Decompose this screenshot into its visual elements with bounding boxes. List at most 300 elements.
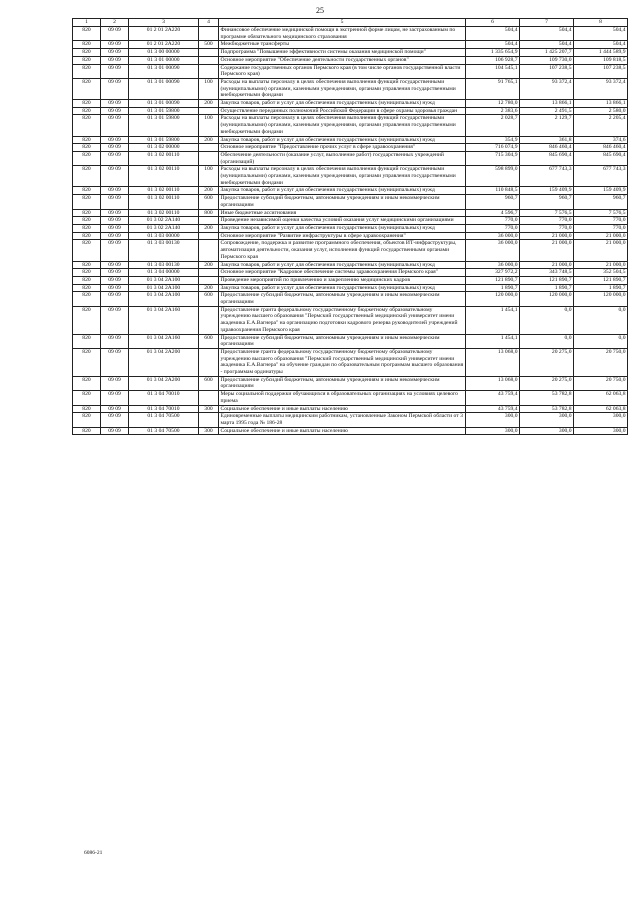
target-article-cell: 01 3 04 00000 bbox=[129, 269, 199, 277]
year3-amount-cell: 13 866,1 bbox=[574, 100, 628, 108]
table-row bbox=[73, 151, 628, 165]
table-row bbox=[73, 166, 628, 187]
year1-amount-cell: 300,0 bbox=[466, 427, 520, 435]
description-cell: Расходы на выплаты персоналу в целях обеспечения выполнения функций государственными (муниципальными) органами, казенными учреждениями, органами управления государственными внебюджетными фондами bbox=[219, 115, 466, 136]
year1-amount-cell: 110 848,5 bbox=[466, 187, 520, 195]
table-row bbox=[73, 284, 628, 292]
description-cell: Расходы на выплаты персоналу в целях обеспечения выполнения функций государственными (муниципальными) органами, казенными учреждениями, органами управления государственными внебюджетными фондами bbox=[219, 166, 466, 187]
table-row bbox=[73, 334, 628, 348]
expense-type-cell bbox=[199, 413, 219, 427]
target-article-cell: 01 3 02 00110 bbox=[129, 209, 199, 217]
year1-amount-cell: 598 899,0 bbox=[466, 166, 520, 187]
admin-code-cell: 820 bbox=[73, 56, 101, 64]
budget-table bbox=[72, 18, 628, 435]
year1-amount-cell: 104 545,1 bbox=[466, 64, 520, 78]
description-cell: Иные бюджетные ассигнования bbox=[219, 209, 466, 217]
year2-amount-cell: 845 690,4 bbox=[520, 151, 574, 165]
year2-amount-cell: 121 890,7 bbox=[520, 276, 574, 284]
year3-amount-cell: 300,0 bbox=[574, 427, 628, 435]
description-cell: Социальное обеспечение и иные выплаты населению bbox=[219, 427, 466, 435]
target-article-cell: 01 3 01 00090 bbox=[129, 100, 199, 108]
year2-amount-cell: 677 743,3 bbox=[520, 166, 574, 187]
year3-amount-cell: 352 504,5 bbox=[574, 269, 628, 277]
year3-amount-cell: 2 205,4 bbox=[574, 115, 628, 136]
year3-amount-cell: 109 818,5 bbox=[574, 56, 628, 64]
year2-amount-cell: 109 730,0 bbox=[520, 56, 574, 64]
description-cell: Закупка товаров, работ и услуг для обеспечения государственных (муниципальных) нужд bbox=[219, 136, 466, 144]
target-article-cell: 01 3 01 00000 bbox=[129, 56, 199, 64]
year2-amount-cell: 53 782,8 bbox=[520, 405, 574, 413]
description-cell: Обеспечение деятельности (оказание услуг, выполнение работ) государственных учреждений (организаций) bbox=[219, 151, 466, 165]
year1-amount-cell: 36 000,0 bbox=[466, 232, 520, 240]
table-row bbox=[73, 269, 628, 277]
section-cell: 09 09 bbox=[101, 348, 129, 376]
year3-amount-cell: 1 444 589,9 bbox=[574, 49, 628, 57]
section-cell: 09 09 bbox=[101, 27, 129, 41]
year3-amount-cell: 374,6 bbox=[574, 136, 628, 144]
target-article-cell: 01 3 02 2А140 bbox=[129, 217, 199, 225]
target-article-cell: 01 3 01 59800 bbox=[129, 115, 199, 136]
admin-code-cell: 820 bbox=[73, 78, 101, 99]
section-cell: 09 09 bbox=[101, 261, 129, 269]
year3-amount-cell: 845 690,4 bbox=[574, 151, 628, 165]
admin-code-cell: 820 bbox=[73, 232, 101, 240]
year2-amount-cell: 7 576,5 bbox=[520, 209, 574, 217]
description-cell: Предоставление субсидий бюджетным, автономным учреждениям и иным некоммерческим организациям bbox=[219, 292, 466, 306]
admin-code-cell: 820 bbox=[73, 240, 101, 261]
year1-amount-cell: 2 383,6 bbox=[466, 107, 520, 115]
year1-amount-cell: 504,4 bbox=[466, 27, 520, 41]
section-cell: 09 09 bbox=[101, 107, 129, 115]
year1-amount-cell: 106 928,7 bbox=[466, 56, 520, 64]
target-article-cell: 01 3 04 70010 bbox=[129, 405, 199, 413]
target-article-cell: 01 3 01 00090 bbox=[129, 64, 199, 78]
year2-amount-cell: 0,0 bbox=[520, 306, 574, 334]
admin-code-cell: 820 bbox=[73, 269, 101, 277]
admin-code-cell: 820 bbox=[73, 376, 101, 390]
year1-amount-cell: 121 890,7 bbox=[466, 276, 520, 284]
column-header: 1 bbox=[73, 19, 101, 27]
description-cell: Содержание государственных органов Пермского края (в том числе органов государственной власти Пермского края) bbox=[219, 64, 466, 78]
expense-type-cell: 600 bbox=[199, 376, 219, 390]
year1-amount-cell: 770,0 bbox=[466, 217, 520, 225]
year3-amount-cell: 300,0 bbox=[574, 413, 628, 427]
expense-type-cell: 200 bbox=[199, 187, 219, 195]
description-cell: Сопровождение, поддержка и развитие программного обеспечения, объектов ИТ-инфраструктуры, автоматизация деятельности, оказания услуг, исполнения функций государственными органами Пермского края bbox=[219, 240, 466, 261]
section-cell: 09 09 bbox=[101, 405, 129, 413]
target-article-cell: 01 3 04 2А160 bbox=[129, 334, 199, 348]
year3-amount-cell: 770,0 bbox=[574, 217, 628, 225]
expense-type-cell bbox=[199, 151, 219, 165]
table-row bbox=[73, 187, 628, 195]
admin-code-cell: 820 bbox=[73, 405, 101, 413]
expense-type-cell: 100 bbox=[199, 78, 219, 99]
description-cell: Подпрограмма "Повышение эффективности системы оказания медицинской помощи" bbox=[219, 49, 466, 57]
column-header: 4 bbox=[199, 19, 219, 27]
target-article-cell: 01 3 02 00000 bbox=[129, 144, 199, 152]
year3-amount-cell: 504,4 bbox=[574, 41, 628, 49]
year3-amount-cell: 20 750,0 bbox=[574, 348, 628, 376]
year1-amount-cell: 13 068,0 bbox=[466, 348, 520, 376]
table-row bbox=[73, 27, 628, 41]
admin-code-cell: 820 bbox=[73, 115, 101, 136]
column-header: 6 bbox=[466, 19, 520, 27]
admin-code-cell: 820 bbox=[73, 292, 101, 306]
target-article-cell: 01 3 04 2А200 bbox=[129, 376, 199, 390]
target-article-cell: 01 3 01 00090 bbox=[129, 78, 199, 99]
year2-amount-cell: 13 866,1 bbox=[520, 100, 574, 108]
table-row bbox=[73, 56, 628, 64]
year1-amount-cell: 960,7 bbox=[466, 195, 520, 209]
year3-amount-cell: 1 890,7 bbox=[574, 284, 628, 292]
year1-amount-cell: 2 028,7 bbox=[466, 115, 520, 136]
year2-amount-cell: 21 000,0 bbox=[520, 232, 574, 240]
target-article-cell: 01 3 03 00130 bbox=[129, 261, 199, 269]
table-row bbox=[73, 136, 628, 144]
year1-amount-cell: 770,0 bbox=[466, 224, 520, 232]
year3-amount-cell: 846 460,4 bbox=[574, 144, 628, 152]
description-cell: Основное мероприятие "Развитие инфраструктуры в сфере здравоохранения" bbox=[219, 232, 466, 240]
year2-amount-cell: 159 409,9 bbox=[520, 187, 574, 195]
admin-code-cell: 820 bbox=[73, 348, 101, 376]
target-article-cell: 01 3 04 70500 bbox=[129, 413, 199, 427]
year2-amount-cell: 20 275,0 bbox=[520, 376, 574, 390]
year1-amount-cell: 504,4 bbox=[466, 41, 520, 49]
table-row bbox=[73, 195, 628, 209]
admin-code-cell: 820 bbox=[73, 41, 101, 49]
expense-type-cell: 300 bbox=[199, 405, 219, 413]
section-cell: 09 09 bbox=[101, 144, 129, 152]
year2-amount-cell: 107 238,5 bbox=[520, 64, 574, 78]
description-cell: Проведение независимой оценки качества условий оказания услуг медицинскими организациями bbox=[219, 217, 466, 225]
expense-type-cell: 200 bbox=[199, 261, 219, 269]
year2-amount-cell: 770,0 bbox=[520, 224, 574, 232]
description-cell: Финансовое обеспечение медицинской помощи в экстренной форме лицам, не застрахованным по программе обязательного медицинского страхования bbox=[219, 27, 466, 41]
year2-amount-cell: 343 748,5 bbox=[520, 269, 574, 277]
year1-amount-cell: 300,0 bbox=[466, 413, 520, 427]
year2-amount-cell: 2 129,7 bbox=[520, 115, 574, 136]
expense-type-cell bbox=[199, 306, 219, 334]
table-row bbox=[73, 391, 628, 405]
year1-amount-cell: 36 000,0 bbox=[466, 240, 520, 261]
admin-code-cell: 820 bbox=[73, 306, 101, 334]
target-article-cell: 01 3 03 00130 bbox=[129, 240, 199, 261]
description-cell: Предоставление субсидий бюджетным, автономным учреждениям и иным некоммерческим организациям bbox=[219, 334, 466, 348]
target-article-cell: 01 3 04 70010 bbox=[129, 391, 199, 405]
expense-type-cell: 300 bbox=[199, 427, 219, 435]
section-cell: 09 09 bbox=[101, 413, 129, 427]
section-cell: 09 09 bbox=[101, 195, 129, 209]
year3-amount-cell: 120 000,0 bbox=[574, 292, 628, 306]
admin-code-cell: 820 bbox=[73, 49, 101, 57]
section-cell: 09 09 bbox=[101, 376, 129, 390]
year2-amount-cell: 21 000,0 bbox=[520, 261, 574, 269]
year3-amount-cell: 21 000,0 bbox=[574, 232, 628, 240]
target-article-cell: 01 3 04 2А100 bbox=[129, 292, 199, 306]
description-cell: Закупка товаров, работ и услуг для обеспечения государственных (муниципальных) нужд bbox=[219, 284, 466, 292]
target-article-cell: 01 3 02 00110 bbox=[129, 166, 199, 187]
admin-code-cell: 820 bbox=[73, 427, 101, 435]
description-cell: Проведение мероприятий по привлечению и закреплению медицинских кадров bbox=[219, 276, 466, 284]
year2-amount-cell: 1 890,7 bbox=[520, 284, 574, 292]
admin-code-cell: 820 bbox=[73, 144, 101, 152]
expense-type-cell bbox=[199, 64, 219, 78]
section-cell: 09 09 bbox=[101, 306, 129, 334]
description-cell: Меры социальной поддержки обучающихся в образовательных организациях на условиях целевого приема bbox=[219, 391, 466, 405]
description-cell: Единовременные выплаты медицинским работникам, установленные Законом Пермской области от 3 марта 1995 года № 186-28 bbox=[219, 413, 466, 427]
section-cell: 09 09 bbox=[101, 232, 129, 240]
expense-type-cell: 100 bbox=[199, 166, 219, 187]
table-row bbox=[73, 292, 628, 306]
year1-amount-cell: 13 068,0 bbox=[466, 376, 520, 390]
description-cell: Предоставление гранта федеральному государственному бюджетному образовательному учреждению высшего образования "Пермский государственный медицинский университет имени академика Е.А.Вагнера" на организацию подготовки кадрового резерва руководителей учреждений здравоохранения Пермского края bbox=[219, 306, 466, 334]
table-row bbox=[73, 276, 628, 284]
table-row bbox=[73, 209, 628, 217]
admin-code-cell: 820 bbox=[73, 64, 101, 78]
year3-amount-cell: 20 750,0 bbox=[574, 376, 628, 390]
year3-amount-cell: 159 409,9 bbox=[574, 187, 628, 195]
target-article-cell: 01 2 01 2А220 bbox=[129, 27, 199, 41]
year1-amount-cell: 91 765,1 bbox=[466, 78, 520, 99]
expense-type-cell: 800 bbox=[199, 209, 219, 217]
expense-type-cell: 600 bbox=[199, 292, 219, 306]
section-cell: 09 09 bbox=[101, 391, 129, 405]
table-row bbox=[73, 78, 628, 99]
year3-amount-cell: 21 000,0 bbox=[574, 261, 628, 269]
year2-amount-cell: 2 491,5 bbox=[520, 107, 574, 115]
year3-amount-cell: 107 238,5 bbox=[574, 64, 628, 78]
year3-amount-cell: 0,0 bbox=[574, 306, 628, 334]
year1-amount-cell: 12 780,0 bbox=[466, 100, 520, 108]
year2-amount-cell: 53 782,8 bbox=[520, 391, 574, 405]
admin-code-cell: 820 bbox=[73, 107, 101, 115]
admin-code-cell: 820 bbox=[73, 187, 101, 195]
table-row bbox=[73, 64, 628, 78]
admin-code-cell: 820 bbox=[73, 334, 101, 348]
section-cell: 09 09 bbox=[101, 292, 129, 306]
admin-code-cell: 820 bbox=[73, 195, 101, 209]
year3-amount-cell: 504,4 bbox=[574, 27, 628, 41]
table-row bbox=[73, 413, 628, 427]
year1-amount-cell: 715 304,9 bbox=[466, 151, 520, 165]
year1-amount-cell: 1 454,1 bbox=[466, 334, 520, 348]
expense-type-cell bbox=[199, 56, 219, 64]
page-number: 25 bbox=[316, 6, 324, 15]
table-row bbox=[73, 224, 628, 232]
section-cell: 09 09 bbox=[101, 64, 129, 78]
section-cell: 09 09 bbox=[101, 269, 129, 277]
description-cell: Предоставление субсидий бюджетным, автономным учреждениям и иным некоммерческим организациям bbox=[219, 195, 466, 209]
description-cell: Социальное обеспечение и иные выплаты населению bbox=[219, 405, 466, 413]
year2-amount-cell: 20 275,0 bbox=[520, 348, 574, 376]
year1-amount-cell: 36 000,0 bbox=[466, 261, 520, 269]
section-cell: 09 09 bbox=[101, 224, 129, 232]
year3-amount-cell: 93 372,4 bbox=[574, 78, 628, 99]
section-cell: 09 09 bbox=[101, 151, 129, 165]
admin-code-cell: 820 bbox=[73, 100, 101, 108]
year3-amount-cell: 677 743,3 bbox=[574, 166, 628, 187]
table-row bbox=[73, 405, 628, 413]
target-article-cell: 01 3 04 2А200 bbox=[129, 348, 199, 376]
expense-type-cell bbox=[199, 240, 219, 261]
table-row bbox=[73, 376, 628, 390]
admin-code-cell: 820 bbox=[73, 217, 101, 225]
table-row bbox=[73, 49, 628, 57]
description-cell: Закупка товаров, работ и услуг для обеспечения государственных (муниципальных) нужд bbox=[219, 224, 466, 232]
target-article-cell: 01 3 02 2А140 bbox=[129, 224, 199, 232]
year2-amount-cell: 504,4 bbox=[520, 27, 574, 41]
table-row bbox=[73, 427, 628, 435]
column-header: 3 bbox=[129, 19, 199, 27]
target-article-cell: 01 3 02 00110 bbox=[129, 187, 199, 195]
expense-type-cell bbox=[199, 144, 219, 152]
expense-type-cell bbox=[199, 107, 219, 115]
description-cell: Расходы на выплаты персоналу в целях обеспечения выполнения функций государственными (муниципальными) органами, казенными учреждениями, органами управления государственными внебюджетными фондами bbox=[219, 78, 466, 99]
table-row bbox=[73, 306, 628, 334]
column-header: 7 bbox=[520, 19, 574, 27]
expense-type-cell: 200 bbox=[199, 100, 219, 108]
year1-amount-cell: 327 972,2 bbox=[466, 269, 520, 277]
target-article-cell: 01 3 04 2А100 bbox=[129, 276, 199, 284]
target-article-cell: 01 3 02 00110 bbox=[129, 151, 199, 165]
section-cell: 09 09 bbox=[101, 240, 129, 261]
section-cell: 09 09 bbox=[101, 187, 129, 195]
section-cell: 09 09 bbox=[101, 217, 129, 225]
target-article-cell: 01 3 02 00110 bbox=[129, 195, 199, 209]
year3-amount-cell: 2 580,0 bbox=[574, 107, 628, 115]
column-header: 5 bbox=[219, 19, 466, 27]
table-row bbox=[73, 348, 628, 376]
year3-amount-cell: 0,0 bbox=[574, 334, 628, 348]
table-row bbox=[73, 240, 628, 261]
table-row bbox=[73, 217, 628, 225]
section-cell: 09 09 bbox=[101, 284, 129, 292]
year1-amount-cell: 1 454,1 bbox=[466, 306, 520, 334]
target-article-cell: 01 3 00 00000 bbox=[129, 49, 199, 57]
year3-amount-cell: 21 000,0 bbox=[574, 240, 628, 261]
admin-code-cell: 820 bbox=[73, 413, 101, 427]
year3-amount-cell: 121 890,7 bbox=[574, 276, 628, 284]
section-cell: 09 09 bbox=[101, 136, 129, 144]
footer-code: 6086-21 bbox=[84, 850, 103, 856]
year2-amount-cell: 120 000,0 bbox=[520, 292, 574, 306]
description-cell: Предоставление гранта федеральному государственному бюджетному образовательному учреждению высшего образования "Пермский государственный медицинский университет имени академика Е.А.Вагнера" на обучение граждан по образовательным программам высшего образования - программам ординатуры bbox=[219, 348, 466, 376]
admin-code-cell: 820 bbox=[73, 151, 101, 165]
year1-amount-cell: 716 074,9 bbox=[466, 144, 520, 152]
year1-amount-cell: 1 890,7 bbox=[466, 284, 520, 292]
target-article-cell: 01 3 04 2А160 bbox=[129, 306, 199, 334]
admin-code-cell: 820 bbox=[73, 27, 101, 41]
year3-amount-cell: 960,7 bbox=[574, 195, 628, 209]
description-cell: Закупка товаров, работ и услуг для обеспечения государственных (муниципальных) нужд bbox=[219, 187, 466, 195]
description-cell: Основное мероприятие "Обеспечение деятельности государственных органов" bbox=[219, 56, 466, 64]
column-header: 2 bbox=[101, 19, 129, 27]
target-article-cell: 01 3 03 00000 bbox=[129, 232, 199, 240]
year2-amount-cell: 0,0 bbox=[520, 334, 574, 348]
admin-code-cell: 820 bbox=[73, 209, 101, 217]
target-article-cell: 01 3 01 59800 bbox=[129, 107, 199, 115]
year1-amount-cell: 354,9 bbox=[466, 136, 520, 144]
expense-type-cell bbox=[199, 232, 219, 240]
description-cell: Межбюджетные трансферты bbox=[219, 41, 466, 49]
table-row bbox=[73, 41, 628, 49]
section-cell: 09 09 bbox=[101, 56, 129, 64]
table-body bbox=[73, 27, 628, 435]
expense-type-cell bbox=[199, 269, 219, 277]
admin-code-cell: 820 bbox=[73, 261, 101, 269]
expense-type-cell bbox=[199, 49, 219, 57]
year1-amount-cell: 4 596,7 bbox=[466, 209, 520, 217]
year3-amount-cell: 7 576,5 bbox=[574, 209, 628, 217]
section-cell: 09 09 bbox=[101, 166, 129, 187]
year2-amount-cell: 1 425 207,7 bbox=[520, 49, 574, 57]
section-cell: 09 09 bbox=[101, 115, 129, 136]
section-cell: 09 09 bbox=[101, 41, 129, 49]
table-row bbox=[73, 115, 628, 136]
column-header: 8 bbox=[574, 19, 628, 27]
target-article-cell: 01 3 04 2А100 bbox=[129, 284, 199, 292]
expense-type-cell: 200 bbox=[199, 284, 219, 292]
section-cell: 09 09 bbox=[101, 334, 129, 348]
year2-amount-cell: 846 460,4 bbox=[520, 144, 574, 152]
year2-amount-cell: 504,4 bbox=[520, 41, 574, 49]
target-article-cell: 01 3 04 70500 bbox=[129, 427, 199, 435]
admin-code-cell: 820 bbox=[73, 224, 101, 232]
year1-amount-cell: 120 000,0 bbox=[466, 292, 520, 306]
description-cell: Предоставление субсидий бюджетным, автономным учреждениям и иным некоммерческим организациям bbox=[219, 376, 466, 390]
year2-amount-cell: 361,8 bbox=[520, 136, 574, 144]
expense-type-cell: 200 bbox=[199, 136, 219, 144]
section-cell: 09 09 bbox=[101, 49, 129, 57]
year3-amount-cell: 62 063,8 bbox=[574, 391, 628, 405]
table-row bbox=[73, 261, 628, 269]
target-article-cell: 01 3 01 59800 bbox=[129, 136, 199, 144]
expense-type-cell: 500 bbox=[199, 41, 219, 49]
target-article-cell: 01 2 01 2А220 bbox=[129, 41, 199, 49]
table-row bbox=[73, 107, 628, 115]
description-cell: Закупка товаров, работ и услуг для обеспечения государственных (муниципальных) нужд bbox=[219, 261, 466, 269]
year2-amount-cell: 960,7 bbox=[520, 195, 574, 209]
year2-amount-cell: 300,0 bbox=[520, 413, 574, 427]
section-cell: 09 09 bbox=[101, 427, 129, 435]
column-number-row bbox=[73, 19, 628, 27]
description-cell: Основное мероприятие "Кадровое обеспечение системы здравоохранения Пермского края" bbox=[219, 269, 466, 277]
table-row bbox=[73, 232, 628, 240]
year1-amount-cell: 43 759,4 bbox=[466, 391, 520, 405]
expense-type-cell bbox=[199, 27, 219, 41]
year1-amount-cell: 43 759,4 bbox=[466, 405, 520, 413]
expense-type-cell bbox=[199, 276, 219, 284]
expense-type-cell bbox=[199, 391, 219, 405]
year3-amount-cell: 62 063,8 bbox=[574, 405, 628, 413]
section-cell: 09 09 bbox=[101, 100, 129, 108]
expense-type-cell: 100 bbox=[199, 115, 219, 136]
year2-amount-cell: 300,0 bbox=[520, 427, 574, 435]
admin-code-cell: 820 bbox=[73, 391, 101, 405]
section-cell: 09 09 bbox=[101, 78, 129, 99]
year2-amount-cell: 93 372,4 bbox=[520, 78, 574, 99]
admin-code-cell: 820 bbox=[73, 166, 101, 187]
table-row bbox=[73, 100, 628, 108]
description-cell: Осуществление переданных полномочий Российской Федерации в сфере охраны здоровья граждан bbox=[219, 107, 466, 115]
year2-amount-cell: 770,0 bbox=[520, 217, 574, 225]
admin-code-cell: 820 bbox=[73, 276, 101, 284]
expense-type-cell: 200 bbox=[199, 224, 219, 232]
table-row bbox=[73, 144, 628, 152]
description-cell: Закупка товаров, работ и услуг для обеспечения государственных (муниципальных) нужд bbox=[219, 100, 466, 108]
description-cell: Основное мероприятие "Предоставление прочих услуг в сфере здравоохранения" bbox=[219, 144, 466, 152]
expense-type-cell bbox=[199, 217, 219, 225]
